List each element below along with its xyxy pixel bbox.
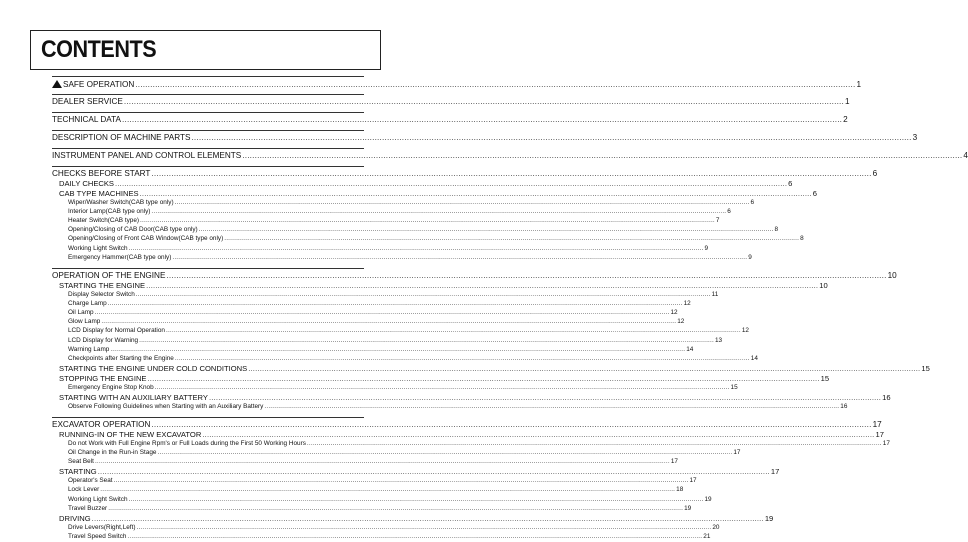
toc-leader-dots — [151, 421, 871, 429]
toc-leader-dots — [191, 134, 911, 142]
toc-leader-dots — [151, 170, 871, 178]
toc-entry-label — [68, 254, 171, 261]
toc-entry-label — [68, 217, 139, 224]
toc-entry — [52, 94, 850, 107]
toc-entry-text: STARTING THE ENGINE — [59, 280, 146, 290]
toc-entry-label — [68, 235, 223, 242]
toc-page-number: 15 — [820, 374, 830, 383]
toc-entry-label — [68, 318, 100, 325]
toc-leader-dots — [129, 246, 704, 252]
toc-page-number: 19 — [704, 495, 712, 503]
toc-entry — [52, 374, 830, 384]
toc-leader-dots — [140, 218, 715, 224]
toc-entry-label — [68, 300, 107, 307]
toc-entry-text: Seat Belt — [68, 458, 94, 466]
toc-entry — [52, 417, 882, 430]
warning-triangle-icon — [52, 80, 62, 88]
toc-entry — [52, 268, 897, 281]
toc-entry-text: Emergency Hammer(CAB type only) — [68, 253, 172, 261]
toc-entry-text: DRIVING — [59, 513, 91, 523]
toc-entry-label — [68, 291, 135, 298]
contents-title-box — [30, 30, 381, 70]
toc-entry-label — [59, 514, 91, 523]
toc-leader-dots — [242, 152, 962, 160]
toc-leader-dots — [129, 497, 704, 503]
toc-leader-dots — [122, 116, 842, 124]
toc-entry-text: Do not Work with Full Engine Rpm's or Full Loads during the First 50 Working Hours — [68, 439, 306, 447]
toc-entry-text: STARTING WITH AN AUXILIARY BATTERY — [59, 392, 208, 402]
toc-entry — [52, 336, 723, 346]
toc-entry-text: Oil Change in the Run-in Stage — [68, 448, 157, 456]
toc-entry-label — [68, 486, 99, 493]
toc-entry-text: Heater Switch(CAB type) — [68, 216, 140, 224]
toc-entry-label — [68, 245, 128, 252]
toc-entry-text: Checkpoints after Starting the Engine — [68, 355, 174, 363]
toc-page-number: 16 — [840, 402, 848, 410]
toc-entry-text: Warning Lamp — [68, 345, 110, 353]
toc-leader-dots — [175, 356, 750, 362]
toc-entry-label — [68, 496, 128, 503]
toc-page-number: 9 — [748, 253, 752, 261]
page-title: CONTENTS — [41, 36, 157, 63]
toc-leader-dots — [202, 431, 874, 439]
toc-entry — [52, 392, 891, 403]
toc-entry-text: Observe Following Guidelines when Starting with an Auxiliary Battery — [68, 402, 264, 410]
toc-entry — [52, 448, 741, 458]
toc-entry-text: TECHNICAL DATA — [52, 115, 121, 124]
toc-entry — [52, 166, 878, 179]
toc-entry-label — [59, 364, 247, 373]
toc-page-number: 17 — [689, 477, 697, 485]
toc-page-number: 6 — [788, 179, 793, 188]
toc-leader-dots — [92, 515, 764, 523]
toc-leader-dots — [100, 487, 675, 493]
toc-entry-label — [68, 309, 94, 316]
toc-page-number: 16 — [882, 392, 891, 402]
toc-page-number: 15 — [730, 383, 738, 391]
toc-leader-dots — [264, 404, 839, 410]
toc-entry-label — [59, 467, 97, 476]
toc-leader-dots — [157, 450, 732, 456]
toc-entry-label — [68, 403, 263, 410]
toc-entry-text: Drive Levers(Right,Left) — [68, 523, 136, 531]
toc-page-number: 17 — [875, 429, 884, 439]
toc-page-number: 12 — [683, 299, 691, 307]
toc-entry — [52, 477, 697, 486]
toc-entry-text: Travel Buzzer — [68, 504, 108, 512]
toc-leader-dots — [166, 328, 741, 334]
toc-entry — [52, 402, 848, 412]
toc-page-number: 1 — [845, 97, 850, 106]
toc-leader-dots — [115, 180, 787, 188]
toc-entry-text: DESCRIPTION OF MACHINE PARTS — [52, 133, 191, 142]
toc-page-number: 2 — [843, 115, 848, 124]
toc-page-number: 1 — [856, 80, 861, 89]
toc-entry — [52, 299, 691, 309]
toc-page-number: 3 — [912, 133, 918, 142]
toc-entry-label — [59, 374, 147, 383]
toc-entry-label — [68, 458, 94, 465]
toc-leader-dots — [136, 292, 711, 298]
toc-entry-label — [59, 179, 114, 188]
toc-leader-dots — [146, 282, 818, 290]
toc-entry-label — [59, 281, 145, 290]
toc-leader-dots — [151, 209, 726, 215]
toc-entry-label — [59, 430, 201, 439]
toc-leader-dots — [140, 190, 812, 198]
toc-leader-dots — [307, 441, 882, 447]
toc-entry-text: Working Light Switch — [68, 495, 128, 503]
table-of-contents — [52, 73, 968, 542]
toc-page-number: 12 — [741, 327, 749, 335]
toc-page-number: 10 — [887, 270, 897, 280]
toc-page-number: 19 — [764, 513, 774, 523]
toc-entry-text: Emergency Engine Stop Knob — [68, 383, 154, 391]
toc-page-number: 4 — [963, 151, 968, 160]
toc-page-number: 6 — [727, 207, 731, 215]
toc-entry-label — [68, 505, 107, 512]
toc-entry-label — [68, 384, 154, 391]
toc-entry-label — [52, 271, 165, 280]
toc-page-number: 14 — [686, 345, 694, 353]
toc-leader-dots — [199, 227, 774, 233]
toc-entry-text: Glow Lamp — [68, 318, 101, 326]
toc-entry-label — [52, 115, 121, 124]
toc-leader-dots — [209, 394, 881, 402]
toc-leader-dots — [224, 236, 799, 242]
toc-entry — [52, 76, 861, 89]
toc-leader-dots — [135, 81, 855, 89]
toc-entry-label — [68, 327, 165, 334]
toc-entry-text: Display Selector Switch — [68, 290, 135, 298]
toc-leader-dots — [127, 534, 702, 540]
toc-page-number: 17 — [872, 419, 882, 429]
toc-page-number: 17 — [733, 448, 741, 456]
toc-leader-dots — [95, 310, 670, 316]
toc-entry — [52, 318, 685, 327]
toc-entry — [52, 495, 712, 505]
toc-entry — [52, 253, 752, 263]
toc-entry-label — [68, 355, 174, 362]
toc-entry-text: RUNNING-IN OF THE NEW EXCAVATOR — [59, 429, 202, 439]
toc-entry — [52, 458, 678, 467]
toc-entry — [52, 226, 779, 235]
toc-entry — [52, 290, 719, 300]
toc-entry-text: STARTING THE ENGINE UNDER COLD CONDITIONS — [59, 364, 248, 374]
toc-leader-dots — [124, 98, 844, 106]
toc-entry-label — [52, 133, 190, 142]
toc-page-number: 10 — [819, 280, 828, 290]
toc-entry-text: LCD Display for Normal Operation — [68, 327, 165, 335]
toc-leader-dots — [108, 301, 683, 307]
toc-entry — [52, 280, 828, 291]
toc-entry-text: CAB TYPE MACHINES — [59, 188, 139, 198]
toc-entry-label — [68, 477, 113, 484]
toc-entry-label — [52, 151, 241, 160]
toc-page-number: 20 — [712, 523, 720, 531]
toc-entry-label — [68, 208, 150, 215]
toc-leader-dots — [114, 478, 689, 484]
toc-leader-dots — [108, 506, 683, 512]
toc-entry-text: STOPPING THE ENGINE — [59, 374, 147, 383]
toc-entry-text: CHECKS BEFORE START — [52, 169, 151, 178]
toc-entry-label — [59, 189, 139, 198]
toc-page-number: 6 — [750, 198, 755, 206]
toc-page-number: 17 — [770, 467, 780, 477]
toc-entry — [52, 467, 780, 477]
toc-leader-dots — [166, 272, 886, 280]
toc-entry — [52, 216, 720, 226]
toc-page-number: 14 — [750, 355, 758, 363]
toc-entry — [52, 198, 755, 208]
toc-leader-dots — [95, 459, 670, 465]
toc-leader-dots — [175, 200, 750, 206]
toc-entry-label — [59, 393, 208, 402]
toc-entry-text: Charge Lamp — [68, 299, 107, 307]
toc-page-number: 15 — [921, 364, 930, 374]
toc-entry — [52, 486, 684, 495]
toc-page-number: 18 — [676, 486, 684, 494]
toc-leader-dots — [155, 385, 730, 391]
toc-entry — [52, 532, 711, 542]
toc-entry — [52, 112, 848, 125]
toc-entry — [52, 429, 884, 440]
toc-leader-dots — [101, 319, 676, 325]
toc-entry — [52, 130, 918, 143]
toc-entry-label — [52, 420, 150, 429]
toc-entry — [52, 148, 968, 161]
toc-page-number: 8 — [800, 235, 804, 243]
toc-entry-text: SAFE OPERATION — [63, 80, 135, 89]
toc-page-number: 13 — [714, 336, 723, 344]
toc-entry-text: Oil Lamp — [68, 309, 94, 317]
toc-leader-dots — [98, 468, 770, 476]
toc-page-number: 17 — [670, 458, 678, 466]
toc-entry — [52, 523, 720, 533]
toc-entry-text: DAILY CHECKS — [59, 179, 115, 188]
toc-leader-dots — [172, 255, 747, 261]
toc-entry-label — [68, 337, 138, 344]
toc-page-number: 9 — [704, 244, 709, 252]
toc-entry-label — [68, 226, 198, 233]
toc-entry — [52, 355, 758, 364]
toc-entry-label — [68, 199, 174, 206]
toc-entry-text: Opening/Closing of CAB Door(CAB type only) — [68, 226, 198, 234]
toc-entry-text: LCD Display for Warning — [68, 336, 139, 344]
toc-page-number: 11 — [711, 290, 719, 298]
toc-entry-label — [68, 346, 109, 353]
toc-entry — [52, 179, 793, 189]
toc-entry-text: Working Light Switch — [68, 244, 128, 252]
toc-entry-text: Travel Speed Switch — [68, 532, 127, 540]
toc-entry — [52, 504, 692, 514]
toc-leader-dots — [110, 347, 685, 353]
toc-entry — [52, 364, 930, 374]
toc-entry-label — [68, 533, 126, 540]
toc-entry-text: DEALER SERVICE — [52, 97, 123, 106]
toc-page-number: 21 — [703, 532, 711, 540]
toc-page-number: 17 — [882, 439, 890, 447]
toc-entry-text: OPERATION OF THE ENGINE — [52, 270, 166, 280]
toc-entry — [52, 383, 738, 393]
toc-page-number: 12 — [670, 309, 678, 317]
toc-entry — [52, 188, 818, 199]
toc-page-number: 8 — [774, 226, 779, 234]
toc-page-number: 19 — [684, 504, 692, 512]
toc-entry-label — [52, 169, 150, 178]
toc-page-number: 12 — [677, 318, 685, 326]
toc-leader-dots — [136, 525, 711, 531]
toc-entry-text: Wiper/Washer Switch(CAB type only) — [68, 198, 174, 206]
toc-entry-text: STARTING — [59, 467, 97, 477]
toc-page-number: 7 — [715, 216, 720, 224]
toc-entry-label — [68, 449, 156, 456]
toc-entry-label — [68, 524, 135, 531]
toc-entry-label — [52, 97, 123, 106]
toc-entry — [52, 207, 731, 217]
toc-entry — [52, 244, 709, 254]
toc-entry-text: INSTRUMENT PANEL AND CONTROL ELEMENTS — [52, 151, 242, 160]
toc-page-number: 6 — [872, 169, 878, 178]
toc-entry-text: Opening/Closing of Front CAB Window(CAB type only) — [68, 235, 224, 243]
toc-entry — [52, 327, 749, 336]
toc-leader-dots — [139, 338, 714, 344]
toc-entry-text: Interior Lamp(CAB type only) — [68, 207, 151, 215]
toc-entry — [52, 513, 774, 524]
toc-entry — [52, 439, 890, 449]
toc-entry-text: EXCAVATOR OPERATION — [52, 419, 151, 429]
toc-leader-dots — [248, 365, 920, 373]
toc-entry — [52, 235, 804, 244]
toc-entry-label — [68, 440, 306, 447]
toc-entry-label — [52, 79, 134, 89]
toc-page-number: 6 — [812, 188, 818, 198]
toc-entry-text: Lock Lever — [68, 486, 100, 494]
toc-leader-dots — [148, 375, 820, 383]
toc-entry — [52, 345, 694, 355]
toc-entry-text: Operator's Seat — [68, 477, 113, 485]
toc-entry — [52, 309, 678, 318]
